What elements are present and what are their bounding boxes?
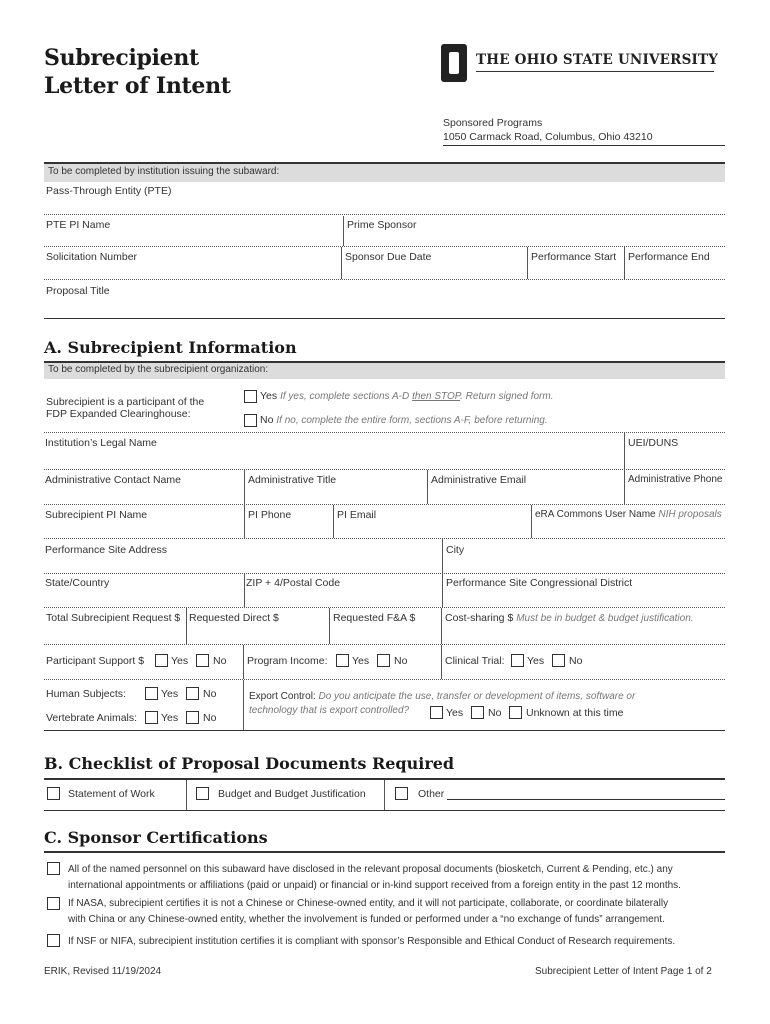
sow-label: Statement of Work (68, 788, 155, 800)
vertebrate-label: Vertebrate Animals: (46, 712, 138, 724)
export-yes-label: Yes (446, 707, 464, 719)
sow-checkbox[interactable] (47, 787, 60, 800)
admin-phone-field[interactable]: Administrative Phone (628, 474, 723, 485)
clinical-trial-yes-label: Yes (527, 655, 545, 667)
sponsor-due-date-field[interactable]: Sponsor Due Date (345, 251, 432, 263)
section-a-bar: To be completed by the subrecipient organization: (44, 361, 725, 379)
export-control-question: technology that is export controlled? (249, 705, 410, 716)
fdp-no-label: No If no, complete the entire form, sections A-F, before returning. (260, 414, 548, 426)
clinical-trial-no-checkbox[interactable] (552, 654, 565, 667)
logo-wordmark: THE OHIO STATE UNIVERSITY (476, 52, 719, 68)
divider (329, 608, 330, 644)
city-field[interactable]: City (446, 544, 465, 556)
cert-personnel-text: All of the named personnel on this subaward have disclosed in the relevant proposal documents (biosketch, Current & Pending, etc.) any international appointments or affiliations (paid or unpaid) or financial or in-kind support received from a foreign entity in the past 12 months. (68, 864, 681, 891)
section-b-heading: B. Checklist of Proposal Documents Required (44, 754, 455, 773)
prime-sponsor-field[interactable]: Prime Sponsor (347, 219, 417, 231)
human-subjects-yes-checkbox[interactable] (145, 687, 158, 700)
fdp-no-checkbox[interactable] (244, 414, 257, 427)
admin-contact-field[interactable]: Administrative Contact Name (45, 474, 181, 486)
export-control-label: Export Control: Do you anticipate the use, transfer or development of items, software or (249, 691, 636, 702)
cert-nsf-checkbox[interactable] (47, 934, 60, 947)
export-no-checkbox[interactable] (471, 706, 484, 719)
vertebrate-no-label: No (203, 712, 217, 724)
cert-nasa-text: If NASA, subrecipient certifies it is not a Chinese or Chinese-owned entity, and it will not participate, collaborate, or coordinate bilaterally with China or any Chinese-owned entity, whether the involvement is funded or performed under a “no exchange of funds” arrangement. (68, 898, 669, 925)
export-unknown-label: Unknown at this time (526, 707, 624, 719)
divider (442, 539, 443, 573)
divider (243, 645, 244, 679)
total-request-field[interactable]: Total Subrecipient Request $ (46, 612, 181, 624)
export-unknown-checkbox[interactable] (509, 706, 522, 719)
requested-fa-field[interactable]: Requested F&A $ (333, 612, 416, 624)
admin-title-field[interactable]: Administrative Title (248, 474, 337, 486)
program-income-label: Program Income: (247, 655, 328, 667)
divider (624, 247, 625, 279)
human-subjects-label: Human Subjects: (46, 688, 126, 700)
pi-email-field[interactable]: PI Email (337, 509, 377, 521)
cert-nsf-text: If NSF or NIFA, subrecipient institution certifies it is compliant with sponsor’s Responsible and Ethical Conduct of Research requirements. (68, 936, 676, 947)
divider (624, 470, 625, 504)
footer-revision: ERIK, Revised 11/19/2024 (44, 966, 162, 977)
fdp-label: Subrecipient is a participant of the FDP Expanded Clearinghouse: (46, 396, 205, 420)
divider (244, 505, 245, 538)
divider (384, 780, 385, 810)
export-yes-checkbox[interactable] (430, 706, 443, 719)
divider (244, 470, 245, 504)
divider (427, 470, 428, 504)
divider (243, 680, 244, 730)
program-income-no-checkbox[interactable] (377, 654, 390, 667)
divider (44, 318, 725, 319)
performance-end-field[interactable]: Performance End (628, 251, 710, 263)
dept-name: Sponsored Programs (443, 117, 543, 129)
pte-entity-label[interactable]: Pass-Through Entity (PTE) (46, 185, 172, 197)
divider (44, 538, 725, 539)
clinical-trial-yes-checkbox[interactable] (511, 654, 524, 667)
zip-field[interactable]: ZIP + 4/Postal Code (246, 577, 341, 589)
dept-address: 1050 Carmack Road, Columbus, Ohio 43210 (443, 131, 653, 143)
fdp-yes-label: Yes If yes, complete sections A-D then STOP. Return signed form. (260, 390, 554, 402)
divider (44, 644, 725, 645)
block-o-icon (441, 44, 467, 82)
program-income-yes-label: Yes (352, 655, 370, 667)
divider (441, 645, 442, 679)
divider (531, 505, 532, 538)
performance-start-field[interactable]: Performance Start (531, 251, 617, 263)
program-income-yes-checkbox[interactable] (336, 654, 349, 667)
divider (44, 573, 725, 574)
divider (343, 216, 344, 246)
divider (244, 574, 245, 607)
era-commons-field[interactable]: eRA Commons User Name NIH proposals (535, 509, 722, 520)
cost-sharing-field[interactable]: Cost-sharing $ Must be in budget & budget justification. (445, 612, 694, 624)
divider (442, 574, 443, 607)
divider (186, 780, 187, 810)
clinical-trial-no-label: No (569, 655, 583, 667)
admin-email-field[interactable]: Administrative Email (431, 474, 527, 486)
cert-nasa-checkbox[interactable] (47, 897, 60, 910)
divider (333, 505, 334, 538)
solicitation-number-field[interactable]: Solicitation Number (46, 251, 138, 263)
section-a-heading: A. Subrecipient Information (44, 338, 297, 357)
clinical-trial-label: Clinical Trial: (445, 655, 505, 667)
export-no-label: No (488, 707, 502, 719)
divider (441, 608, 442, 644)
divider (44, 504, 725, 505)
program-income-no-label: No (394, 655, 408, 667)
pi-name-field[interactable]: Subrecipient PI Name (45, 509, 148, 521)
human-subjects-no-label: No (203, 688, 217, 700)
section-c-heading: C. Sponsor Certifications (44, 828, 268, 847)
vertebrate-yes-label: Yes (161, 712, 179, 724)
divider (44, 279, 725, 280)
other-label: Other (418, 788, 445, 800)
congressional-district-field[interactable]: Performance Site Congressional District (446, 577, 633, 589)
budget-checkbox[interactable] (196, 787, 209, 800)
logo-rule (476, 71, 714, 72)
divider (527, 247, 528, 279)
divider (44, 469, 725, 470)
osu-logo (441, 44, 731, 84)
other-input-line[interactable] (447, 799, 725, 800)
participant-no-label: No (213, 655, 227, 667)
divider (44, 730, 725, 731)
divider (44, 810, 725, 811)
legal-name-field[interactable]: Institution’s Legal Name (45, 437, 157, 449)
divider (44, 679, 725, 680)
participant-yes-checkbox[interactable] (155, 654, 168, 667)
divider (44, 432, 725, 433)
pte-bar: To be completed by institution issuing the subaward: (44, 162, 725, 182)
fdp-yes-checkbox[interactable] (244, 390, 257, 403)
divider (186, 608, 187, 644)
budget-label: Budget and Budget Justification (218, 788, 366, 800)
divider (341, 247, 342, 279)
pte-pi-name-field[interactable]: PTE PI Name (46, 219, 111, 231)
pi-phone-field[interactable]: PI Phone (248, 509, 292, 521)
divider (624, 433, 625, 469)
participant-support-field[interactable]: Participant Support $ (46, 655, 145, 667)
uei-field[interactable]: UEI/DUNS (628, 437, 679, 449)
divider (44, 851, 725, 853)
other-checkbox[interactable] (395, 787, 408, 800)
site-address-field[interactable]: Performance Site Address (45, 544, 167, 556)
participant-no-checkbox[interactable] (196, 654, 209, 667)
requested-direct-field[interactable]: Requested Direct $ (189, 612, 279, 624)
divider (44, 214, 725, 215)
footer-page-number: Subrecipient Letter of Intent Page 1 of 2 (535, 966, 712, 977)
divider (44, 607, 725, 608)
vertebrate-yes-checkbox[interactable] (145, 711, 158, 724)
human-subjects-yes-label: Yes (161, 688, 179, 700)
cert-personnel-checkbox[interactable] (47, 862, 60, 875)
vertebrate-no-checkbox[interactable] (186, 711, 199, 724)
participant-yes-label: Yes (171, 655, 189, 667)
address-rule (443, 145, 725, 146)
human-subjects-no-checkbox[interactable] (186, 687, 199, 700)
page-title: Subrecipient Letter of Intent (44, 45, 231, 99)
proposal-title-field[interactable]: Proposal Title (46, 285, 110, 297)
state-country-field[interactable]: State/Country (45, 577, 110, 589)
divider (44, 246, 725, 247)
